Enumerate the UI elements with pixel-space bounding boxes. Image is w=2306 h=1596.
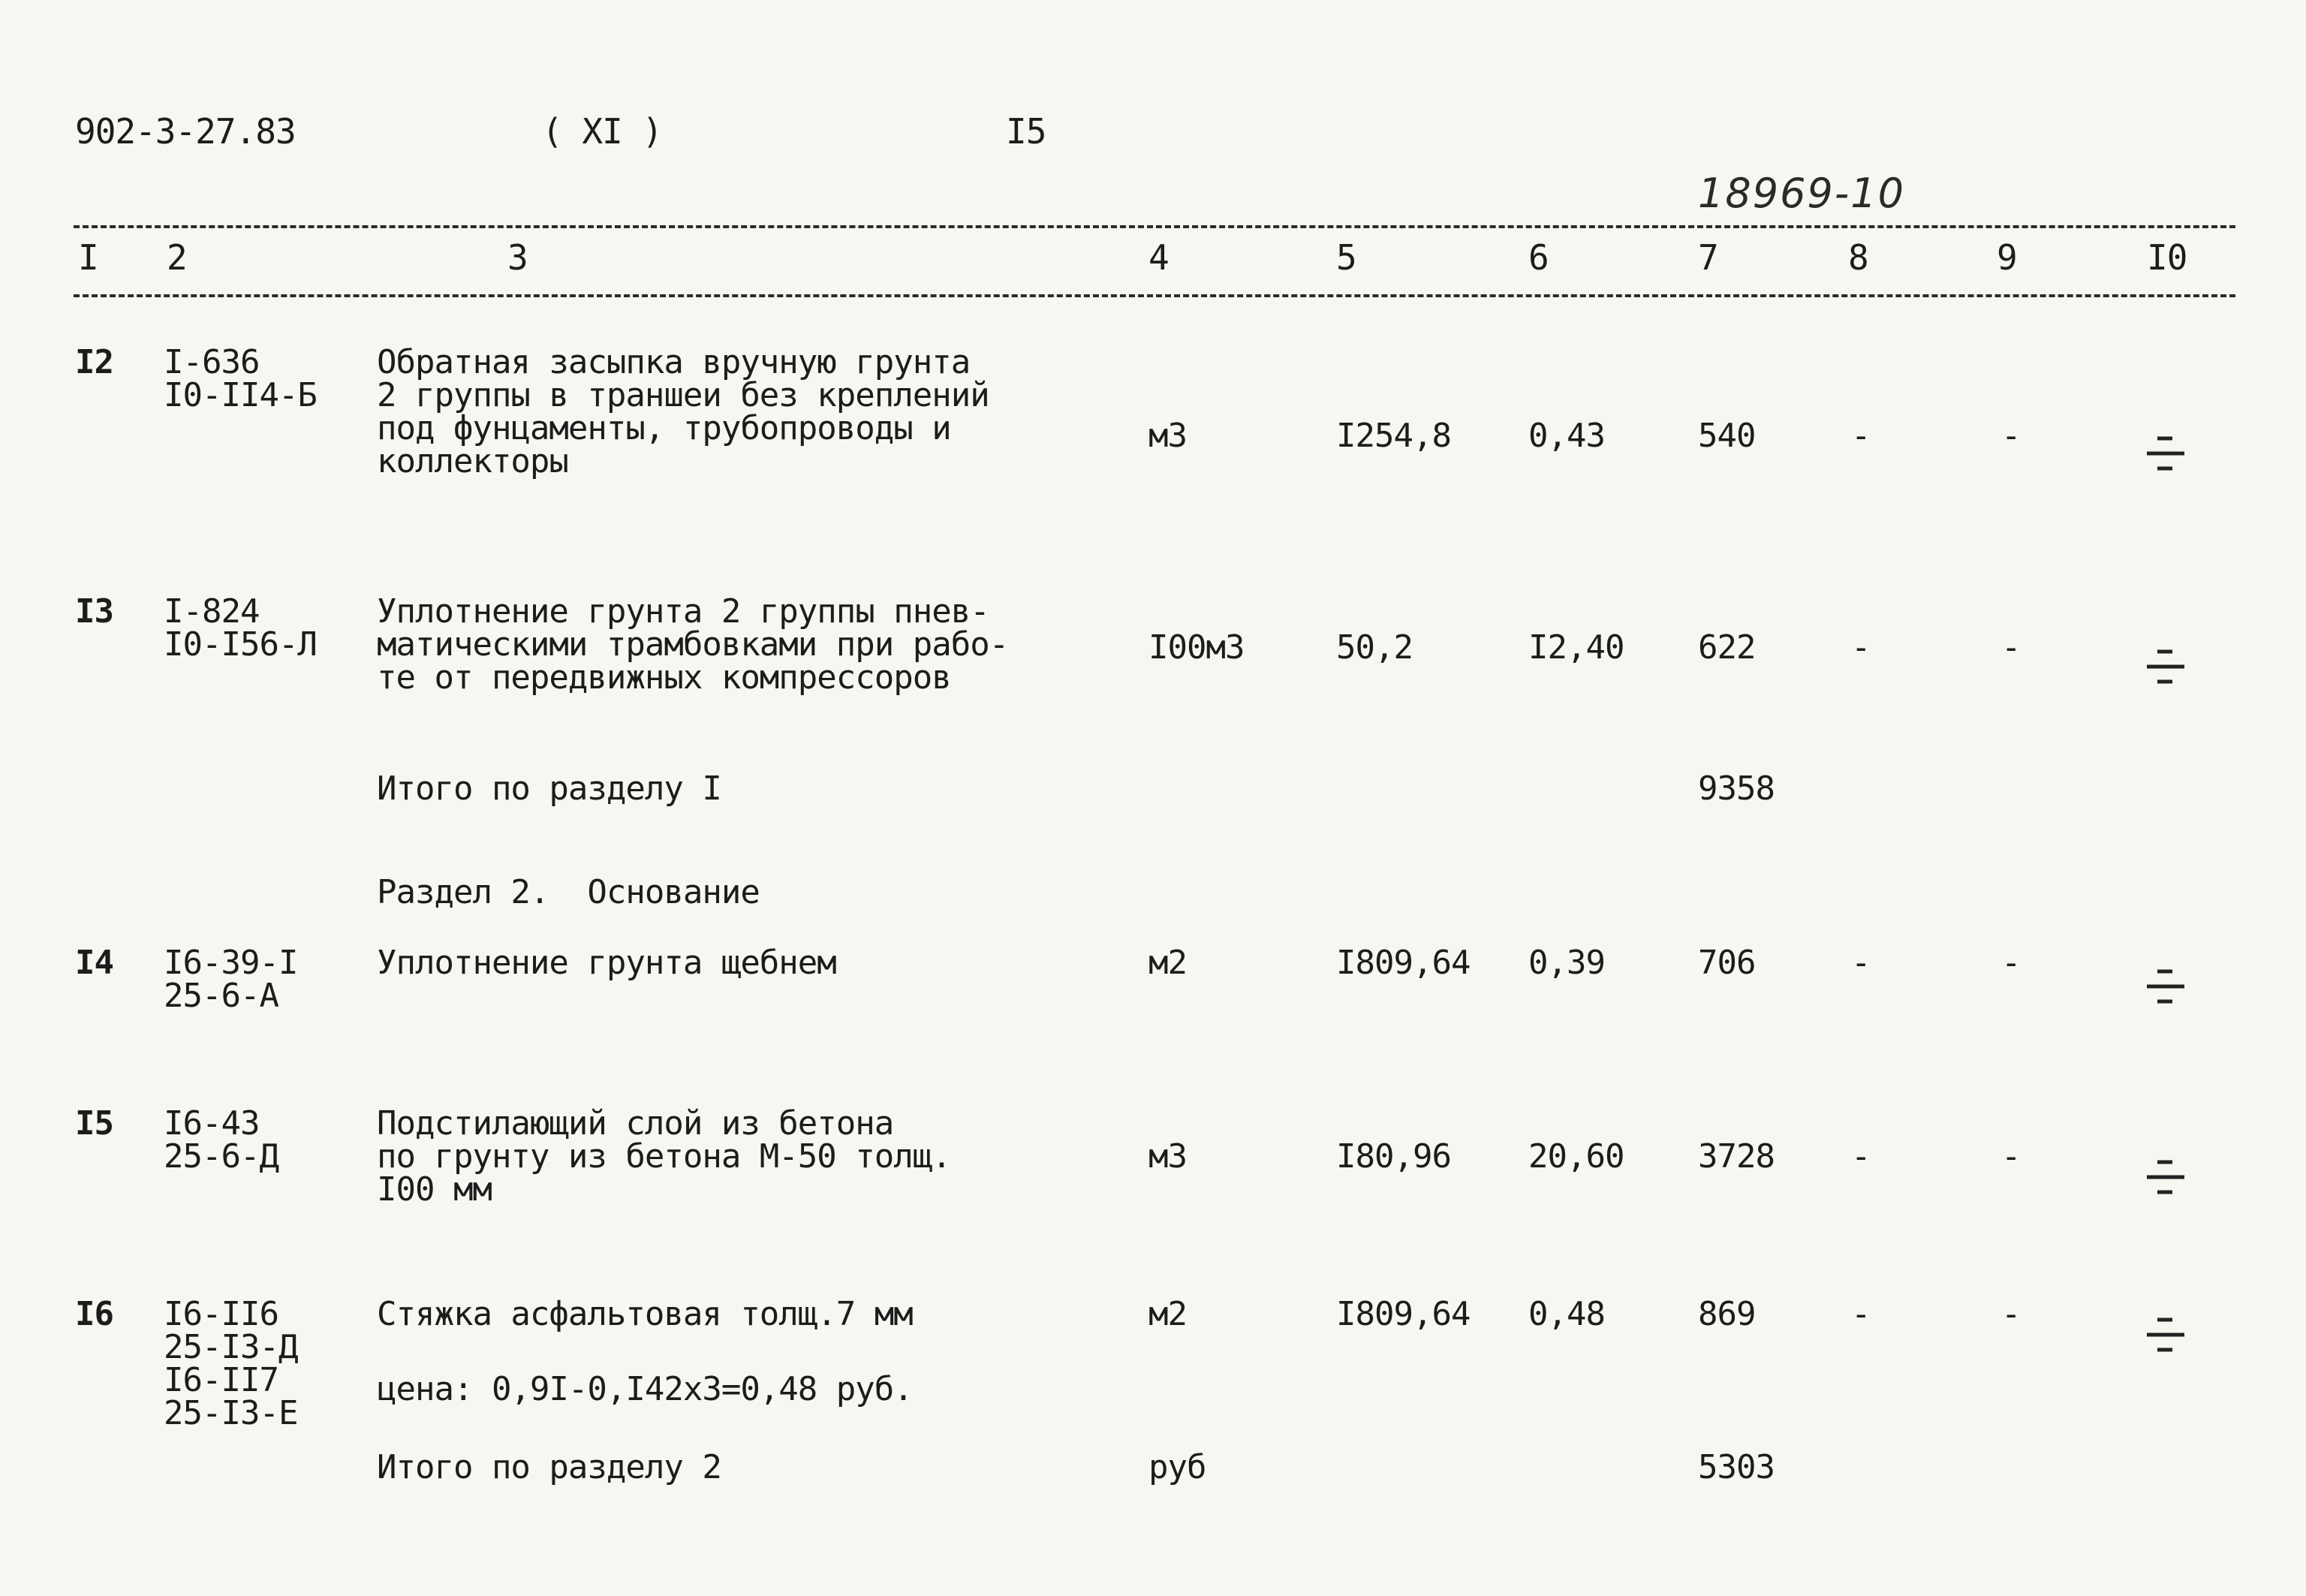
row-code: I6-43: [164, 1104, 260, 1143]
row-code: I-824: [164, 592, 260, 631]
row-code: I6-39-I: [164, 944, 298, 982]
row-code: I0-II4-Б: [164, 376, 317, 414]
row-number: I3: [75, 592, 113, 631]
column-header-1: I: [78, 237, 98, 278]
row-col9: -: [2001, 1137, 2021, 1176]
row-col8: -: [1851, 417, 1871, 455]
row-quantity: I80,96: [1336, 1137, 1451, 1176]
price-note: цена: 0,9I-0,I42х3=0,48 руб.: [377, 1370, 913, 1408]
stamp-mark-icon: [2141, 644, 2189, 689]
row-col8: -: [1851, 1295, 1871, 1333]
header-top-rule: [74, 225, 2235, 228]
row-description: I00 мм: [377, 1170, 492, 1209]
row-unit: м2: [1148, 944, 1187, 982]
row-code: I-636: [164, 343, 260, 381]
row-description: матическими трамбовками при рабо-: [377, 625, 1009, 664]
stamp-mark-icon: [2141, 431, 2189, 476]
subtotal-unit: руб: [1148, 1448, 1206, 1486]
header-bottom-rule: [74, 294, 2235, 297]
handwritten-number: 18969-10: [1698, 170, 1905, 217]
stamp-mark-icon: [2141, 1155, 2189, 1200]
row-code: 25-I3-Е: [164, 1394, 298, 1432]
row-quantity: I809,64: [1336, 944, 1471, 982]
subtotal-label: Итого по разделу I: [377, 769, 721, 808]
row-price: 0,48: [1528, 1295, 1605, 1333]
row-description: Стяжка асфальтовая толщ.7 мм: [377, 1295, 913, 1333]
row-number: I5: [75, 1104, 113, 1143]
column-header-10: I0: [2147, 237, 2187, 278]
row-code: I6-II7: [164, 1361, 278, 1399]
row-total: 869: [1698, 1295, 1756, 1333]
row-total: 3728: [1698, 1137, 1775, 1176]
column-header-5: 5: [1336, 237, 1356, 278]
row-price: 0,43: [1528, 417, 1605, 455]
row-price: I2,40: [1528, 628, 1624, 667]
row-description: Подстилающий слой из бетона: [377, 1104, 894, 1143]
row-unit: м3: [1148, 417, 1187, 455]
column-header-7: 7: [1698, 237, 1718, 278]
row-col8: -: [1851, 1137, 1871, 1176]
stamp-mark-icon: [2141, 964, 2189, 1009]
row-description: 2 группы в траншеи без креплений: [377, 376, 989, 414]
row-description: коллекторы: [377, 442, 568, 480]
row-price: 0,39: [1528, 944, 1605, 982]
row-quantity: 50,2: [1336, 628, 1413, 667]
row-total: 622: [1698, 628, 1756, 667]
row-unit: I00м3: [1148, 628, 1245, 667]
document-part: ( XI ): [542, 111, 663, 152]
subtotal-value: 5303: [1698, 1448, 1775, 1486]
row-unit: м3: [1148, 1137, 1187, 1176]
row-col9: -: [2001, 1295, 2021, 1333]
row-price: 20,60: [1528, 1137, 1624, 1176]
row-description: Обратная засыпка вручную грунта: [377, 343, 971, 381]
row-col9: -: [2001, 417, 2021, 455]
stamp-mark-icon: [2141, 1312, 2189, 1357]
row-code: I6-II6: [164, 1295, 278, 1333]
row-description: Уплотнение грунта щебнем: [377, 944, 836, 982]
row-number: I6: [75, 1295, 113, 1333]
document-code: 902-3-27.83: [75, 111, 296, 152]
column-header-2: 2: [167, 237, 187, 278]
row-col8: -: [1851, 628, 1871, 667]
column-header-9: 9: [1997, 237, 2017, 278]
subtotal-value: 9358: [1698, 769, 1775, 808]
row-quantity: I254,8: [1336, 417, 1451, 455]
row-unit: м2: [1148, 1295, 1187, 1333]
row-code: 25-6-Д: [164, 1137, 278, 1176]
row-col8: -: [1851, 944, 1871, 982]
row-description: Уплотнение грунта 2 группы пнев-: [377, 592, 989, 631]
page-number: I5: [1006, 111, 1046, 152]
row-description: под фунцаменты, трубопроводы и: [377, 409, 951, 447]
row-code: 25-I3-Д: [164, 1328, 298, 1366]
row-number: I4: [75, 944, 113, 982]
section-title: Раздел 2. Основание: [377, 873, 760, 911]
column-header-4: 4: [1148, 237, 1169, 278]
subtotal-label: Итого по разделу 2: [377, 1448, 721, 1486]
row-total: 706: [1698, 944, 1756, 982]
row-number: I2: [75, 343, 113, 381]
row-code: 25-6-А: [164, 977, 278, 1015]
row-quantity: I809,64: [1336, 1295, 1471, 1333]
row-code: I0-I56-Л: [164, 625, 317, 664]
row-description: по грунту из бетона М-50 толщ.: [377, 1137, 951, 1176]
row-description: те от передвижных компрессоров: [377, 658, 951, 697]
column-header-3: 3: [507, 237, 528, 278]
row-col9: -: [2001, 628, 2021, 667]
column-header-6: 6: [1528, 237, 1549, 278]
column-header-8: 8: [1848, 237, 1868, 278]
row-total: 540: [1698, 417, 1756, 455]
row-col9: -: [2001, 944, 2021, 982]
